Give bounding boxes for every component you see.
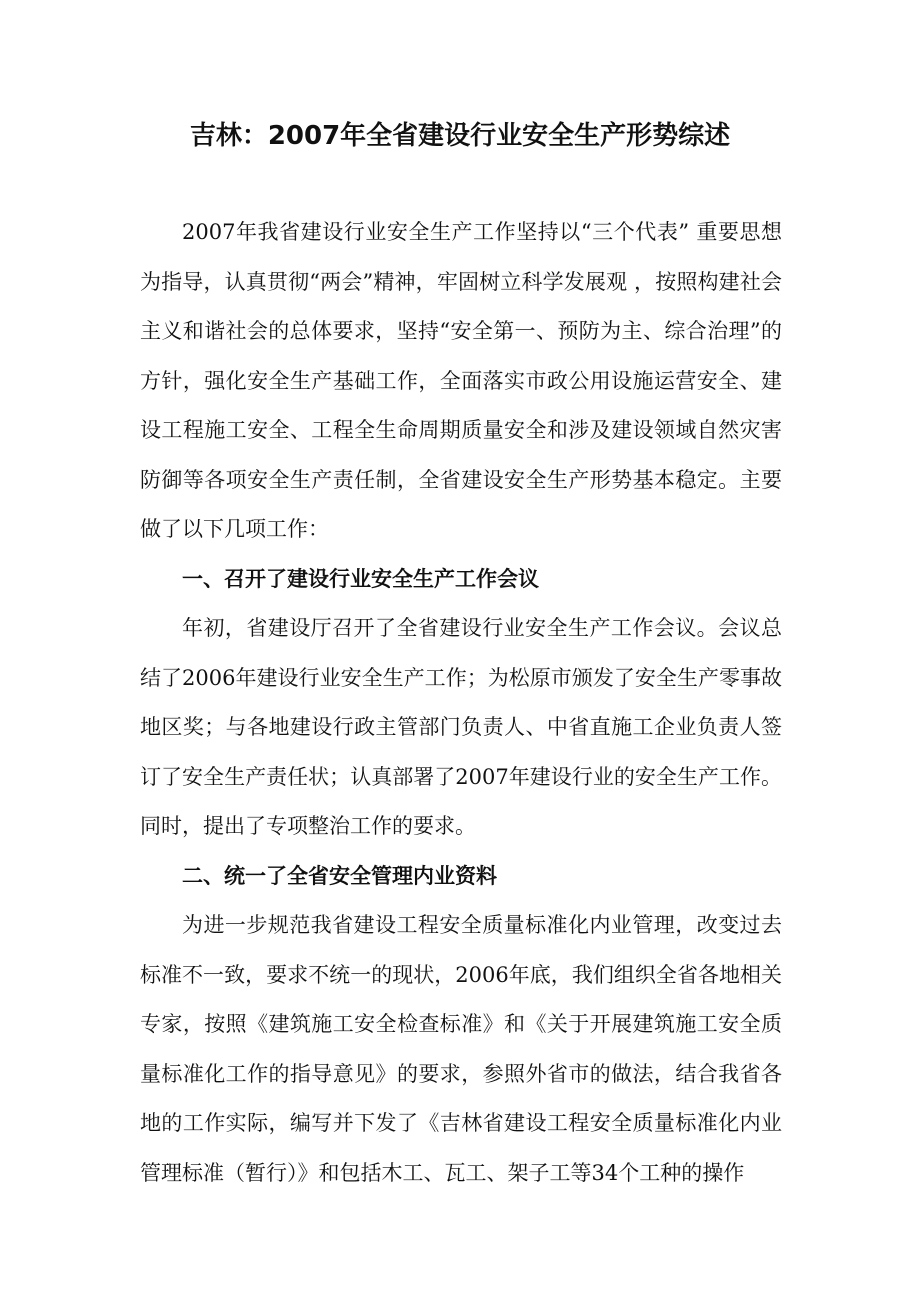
section-heading-2: 二、统一了全省安全管理内业资料 (182, 863, 497, 888)
section-paragraph-2: 为进一步规范我省建设工程安全质量标准化内业管理，改变过去标准不一致，要求不统一的现状，2006年底，我们组织全省各地相关专家，按照《建筑施工安全检查标准》和《关于开展建筑施工安全质量标准化工作的指导意见》的要求，参照外省市的做法，结合我省各地的工作实际，编写并下发了《吉林省建设工程安全质量标准化内业管理标准（暂行）》和包括木工、瓦工、架子工等34个工种的操作 (140, 913, 782, 1185)
section-heading-1: 一、召开了建设行业安全生产工作会议 (182, 566, 539, 591)
intro-paragraph: 2007年我省建设行业安全生产工作坚持以“三个代表” 重要思想为指导，认真贯彻“两会”精神，牢固树立科学发展观 ，按照构建社会主义和谐社会的总体要求，坚持“安全第一、预防为主、综合治理”的方针，强化安全生产基础工作，全面落实市政公用设施运营安全、建设工程施工安全、工程全生命周期质量安全和涉及建设领域自然灾害防御等各项安全生产责任制，全省建设安全生产形势基本稳定。主要做了以下几项工作： (140, 220, 782, 541)
section-paragraph-1: 年初，省建设厅召开了全省建设行业安全生产工作会议。会议总结了2006年建设行业安全生产工作；为松原市颁发了安全生产零事故地区奖；与各地建设行政主管部门负责人、中省直施工企业负责人签订了安全生产责任状；认真部署了2007年建设行业的安全生产工作。同时，提出了专项整治工作的要求。 (140, 616, 782, 838)
document-title: 吉林：2007年全省建设行业安全生产形势综述 (189, 121, 731, 151)
document-body (140, 208, 782, 1198)
